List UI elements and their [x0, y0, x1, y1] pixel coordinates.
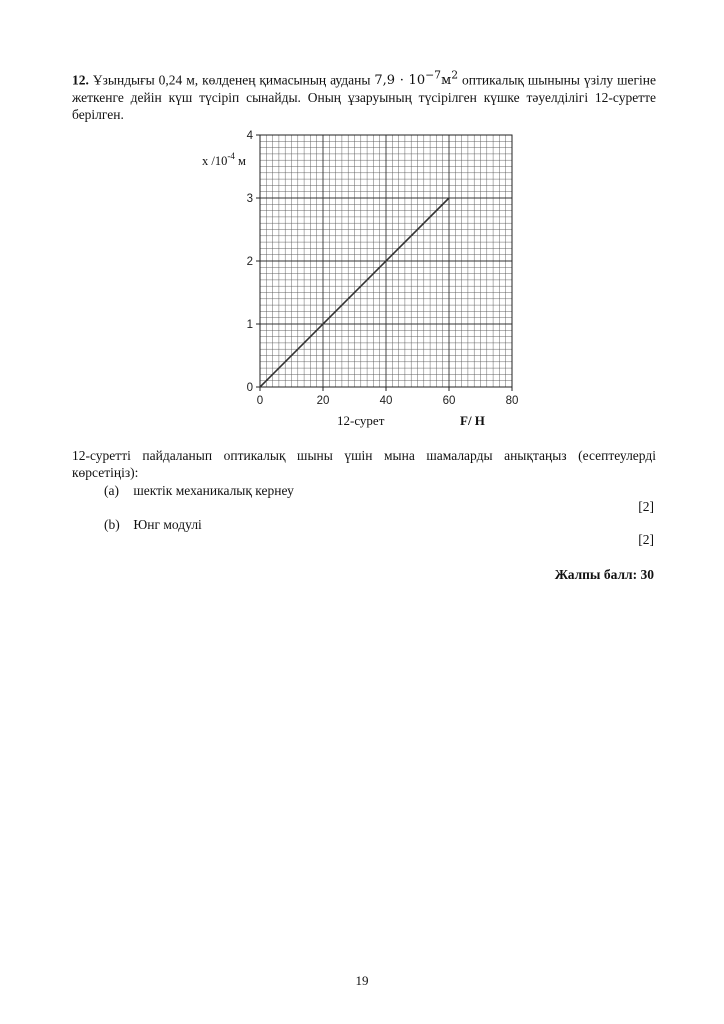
chart-y-axis-label-unit: м	[234, 154, 246, 168]
area-exponent: −7	[425, 69, 442, 82]
question-text-start: Ұзындығы 0,24 м, көлденең қимасының ауданы	[92, 72, 375, 88]
x-tick-label: 80	[505, 395, 519, 407]
chart-y-axis-label-exponent: -4	[227, 151, 235, 161]
chart-ticks	[247, 130, 519, 407]
y-tick-label: 1	[246, 319, 253, 331]
sub-question-a-marks: [2]	[638, 499, 654, 514]
total-score: Жалпы балл: 30	[554, 567, 654, 582]
sub-question-a-text: шектік механикалық кернеу	[133, 483, 294, 498]
sub-question-b-label: (b)	[104, 517, 120, 532]
figure-12-chart	[190, 127, 535, 437]
question-text	[72, 67, 656, 123]
x-tick-label: 60	[442, 395, 456, 407]
area-value	[374, 69, 459, 89]
sub-question-b	[104, 517, 202, 533]
chart-caption: 12-сурет	[337, 413, 385, 428]
sub-question-a-label: (a)	[104, 483, 119, 498]
page-number: 19	[355, 973, 369, 988]
x-tick-label: 20	[316, 395, 330, 407]
sub-question-b-marks: [2]	[638, 532, 654, 547]
question-number: 12.	[72, 72, 89, 88]
x-tick-label: 40	[379, 395, 393, 407]
area-unit-power: 2	[451, 69, 459, 82]
y-tick-label: 4	[246, 130, 253, 142]
chart-x-axis-label: F/ Н	[460, 413, 485, 428]
area-mantissa: 7,9 · 10	[374, 73, 426, 89]
sub-question-a	[104, 483, 294, 499]
instruction-text: 12-суретті пайдаланып оптикалық шыны үшін мына шамаларды анықтаңыз (есептеулерді көрсетіңіз):	[72, 448, 656, 480]
sub-question-b-text: Юнг модулі	[133, 517, 202, 532]
chart-y-axis-label-base: x /10	[202, 154, 228, 168]
chart-y-axis-label	[202, 151, 246, 168]
x-tick-label: 0	[256, 395, 264, 407]
y-tick-label: 3	[246, 193, 253, 205]
y-tick-label: 0	[246, 382, 253, 394]
area-unit: м	[441, 73, 452, 89]
y-tick-label: 2	[246, 256, 253, 268]
question-text-end: оптикалық шыныны үзілу шегіне жеткенге дейін күш түсіріп сынайды. Оның ұзаруының түсірілген күшке тәуелділігі 12-суретте берілген.	[72, 72, 657, 123]
